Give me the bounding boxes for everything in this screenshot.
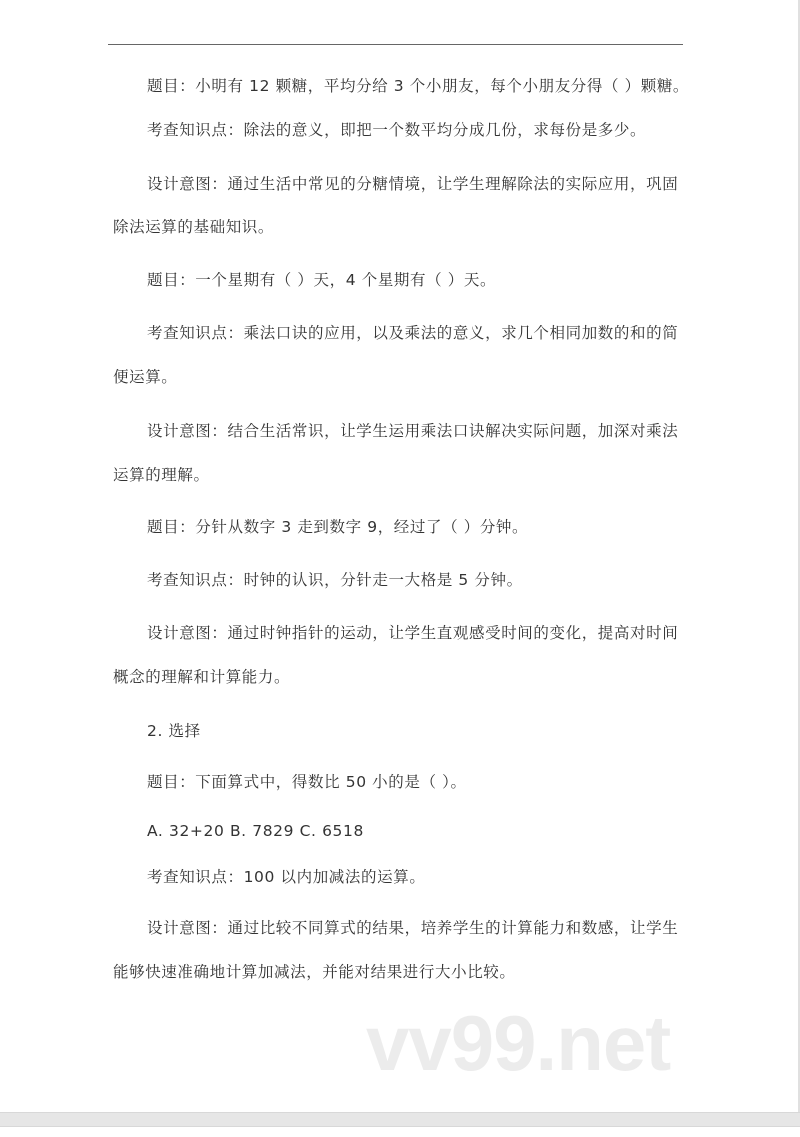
page-separator [0,1112,800,1127]
section-heading-choice: 2. 选择 [147,722,201,740]
design-intent-4-cont: 能够快速准确地计算加减法，并能对结果进行大小比较。 [113,963,516,981]
knowledge-point-2: 考查知识点：乘法口诀的应用，以及乘法的意义，求几个相同加数的和的简 [147,324,679,342]
question-2: 题目：一个星期有（ ）天，4 个星期有（ ）天。 [147,271,497,289]
watermark: vv99.net [366,999,671,1087]
question-4: 题目：下面算式中，得数比 50 小的是（ ）。 [147,773,467,791]
design-intent-1-cont: 除法运算的基础知识。 [113,218,275,236]
design-intent-1: 设计意图：通过生活中常见的分糖情境，让学生理解除法的实际应用，巩固 [147,175,679,193]
question-4-options: A. 32+20 B. 7829 C. 6518 [147,822,364,840]
knowledge-point-4: 考查知识点：100 以内加减法的运算。 [147,868,426,886]
header-rule [108,44,683,45]
knowledge-point-2-cont: 便运算。 [113,368,178,386]
design-intent-4: 设计意图：通过比较不同算式的结果，培养学生的计算能力和数感，让学生 [147,919,679,937]
design-intent-2-cont: 运算的理解。 [113,466,210,484]
question-3: 题目：分针从数字 3 走到数字 9，经过了（ ）分钟。 [147,518,529,536]
design-intent-3: 设计意图：通过时钟指针的运动，让学生直观感受时间的变化，提高对时间 [147,624,679,642]
design-intent-2: 设计意图：结合生活常识，让学生运用乘法口诀解决实际问题，加深对乘法 [147,422,679,440]
question-1: 题目：小明有 12 颗糖，平均分给 3 个小朋友，每个小朋友分得（ ）颗糖。 [147,77,690,95]
knowledge-point-1: 考查知识点：除法的意义，即把一个数平均分成几份，求每份是多少。 [147,121,647,139]
knowledge-point-3: 考查知识点：时钟的认识，分针走一大格是 5 分钟。 [147,571,523,589]
design-intent-3-cont: 概念的理解和计算能力。 [113,668,291,686]
